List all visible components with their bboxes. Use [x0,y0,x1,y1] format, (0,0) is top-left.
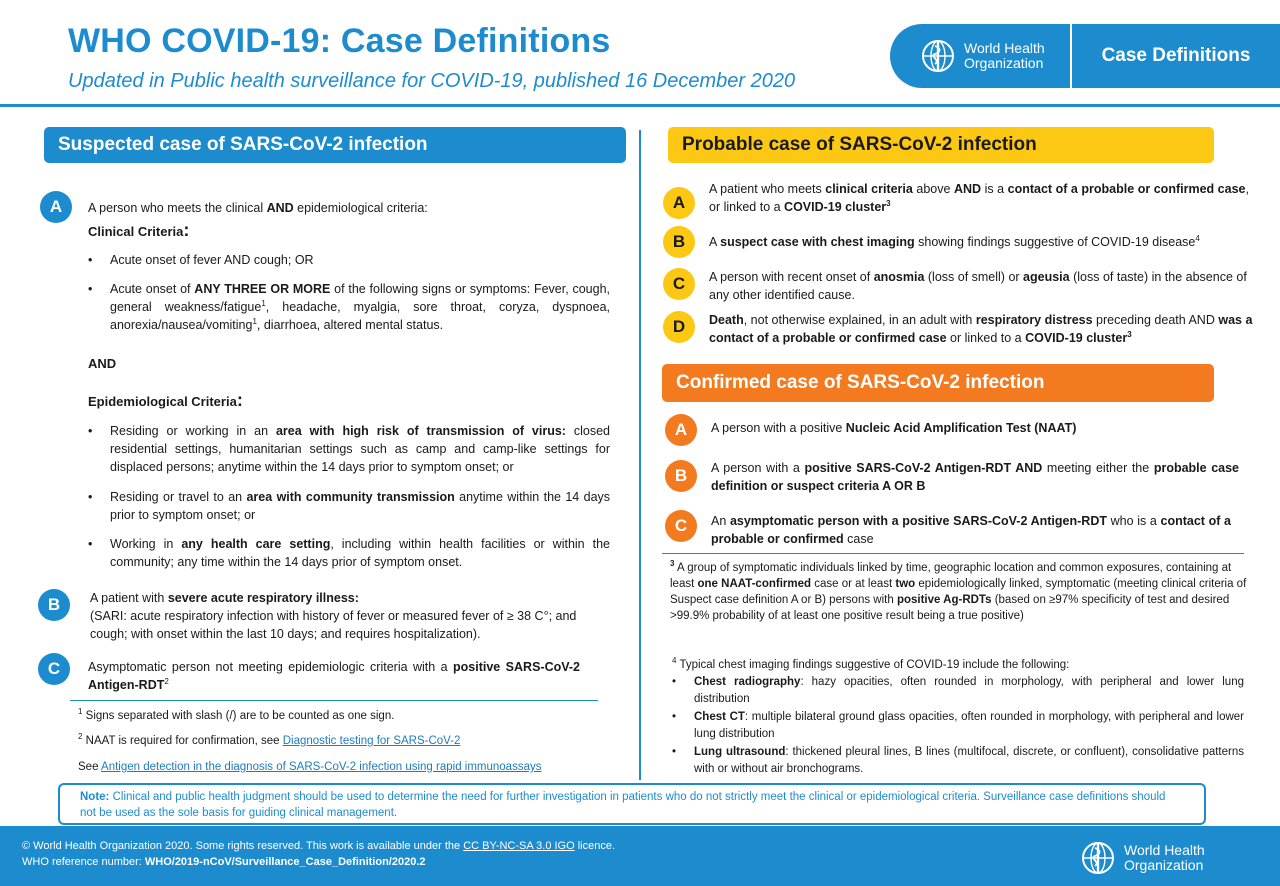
confirmed-c-marker: C [665,510,697,542]
header-badge [890,24,1280,88]
page-header [0,0,1280,108]
confirmed-c-text: An asymptomatic person with a positive SARS-CoV-2 Antigen-RDT who is a contact of a probable or confirmed case [711,514,1231,546]
suspected-c-text: Asymptomatic person not meeting epidemiologic criteria with a positive SARS-CoV-2 Antigen-RDT$^2$ [88,660,580,692]
probable-a-text: A patient who meets clinical criteria above AND is a contact of a probable or confirmed case, or linked to a COVID-19 cluster$^3$ [709,182,1249,214]
footnote-4-intro: $^4$ Typical chest imaging findings suggestive of COVID-19 include the following: [672,656,1070,671]
antigen-detection-link[interactable]: Antigen detection in the diagnosis of SARS-CoV-2 infection using rapid immunoassays [101,761,542,773]
who-emblem-icon [918,36,958,76]
reference-line: WHO reference number: WHO/2019-nCoV/Surveillance_Case_Definition/2020.2 [22,856,426,868]
and-connector: AND [88,356,117,371]
suspected-section-title: Suspected case of SARS-CoV-2 infection [44,127,626,163]
imaging-finding-item: • Lung ultrasound: thickened pleural lines, B lines (multifocal, discrete, or confluent), consolidative patterns with or without air bronchograms. [670,744,1244,778]
probable-d-text: Death, not otherwise explained, in an adult with respiratory distress preceding death AND was a contact of a probable or confirmed case or linked to a COVID-19 cluster$^3$ [709,313,1253,345]
footer-logo-text: World Health Organization [1124,842,1205,873]
badge-label: Case Definitions [1101,45,1251,66]
who-logo-text: World Health Organization [964,40,1045,71]
footnote-2: $^2$ NAAT is required for confirmation, see Diagnostic testing for SARS-CoV-2 [78,732,461,747]
right-footnote-divider [662,553,1244,554]
imaging-finding-item: • Chest radiography: hazy opacities, often rounded in morphology, with peripheral and lower lung distribution [670,674,1244,708]
page-subtitle: Updated in Public health surveillance for COVID-19, published 16 December 2020 [68,70,796,92]
who-emblem-icon [1078,838,1118,878]
probable-section-title: Probable case of SARS-CoV-2 infection [668,127,1214,163]
license-link[interactable]: CC BY-NC-SA 3.0 IGO [463,840,575,852]
diagnostic-testing-link[interactable]: Diagnostic testing for SARS-CoV-2 [282,735,461,747]
probable-c-text: A person with recent onset of anosmia (loss of smell) or ageusia (loss of taste) in the absence of any other identified cause. [709,270,1247,302]
suspected-b-marker: B [38,589,70,621]
probable-b-marker: B [663,226,695,258]
header-divider [0,104,1280,107]
confirmed-b-marker: B [665,460,697,492]
column-divider [639,130,641,780]
epidemiological-criteria-heading: Epidemiological Criteria: [88,390,243,410]
copyright-line: © World Health Organization 2020. Some rights reserved. This work is available under the CC BY-NC-SA 3.0 IGO licence. [22,840,616,852]
footnote-divider [70,700,598,701]
footnote-3-cluster: $^3$ A group of symptomatic individuals linked by time, geographic location and common exposures, containing at least one NAAT-confirmed case or at least two epidemiologically linked, symptomatic (meeting clinical criteria of Suspect case definition A or B) persons with positive Ag-RDTs (based on ≥97% specificity of test and desired >99.9% probability of at least one positive result being a true positive) [670,559,1247,622]
confirmed-a-marker: A [665,414,697,446]
note-box: Note: Clinical and public health judgment should be used to determine the need for further investigation in patients who do not strictly meet the clinical or epidemiological criteria. Surveillance case definitions should not be used as the sole basis for guiding clinical management. [58,783,1206,825]
who-logo [890,36,1070,76]
probable-a-marker: A [663,187,695,219]
confirmed-section-title: Confirmed case of SARS-CoV-2 infection [662,364,1214,402]
confirmed-a-text: A person with a positive Nucleic Acid Amplification Test (NAAT) [711,421,1077,435]
epidemiological-criteria-item: • Residing or working in an area with high risk of transmission of virus: closed residential settings, humanitarian settings such as camp and camp-like settings for displaced persons; anytime within the 14 days prior to symptom onset; or [86,422,610,476]
page-title: WHO COVID-19: Case Definitions [68,22,611,60]
probable-b-text: A suspect case with chest imaging showing findings suggestive of COVID-19 disease$^4$ [709,233,1200,249]
footnote-see: See Antigen detection in the diagnosis of SARS-CoV-2 infection using rapid immunoassays [78,761,542,773]
page-footer [0,826,1280,886]
confirmed-b-text: A person with a positive SARS-CoV-2 Antigen-RDT AND meeting either the probable case definition or suspect criteria A OR B [711,461,1239,493]
imaging-finding-item: • Chest CT: multiple bilateral ground glass opacities, often rounded in morphology, with peripheral and lower lung distribution [670,709,1244,743]
probable-d-marker: D [663,311,695,343]
epidemiological-criteria-item: • Working in any health care setting, including within health facilities or within the community; any time within the 14 days prior of symptom onset. [86,535,610,571]
epidemiological-criteria-item: • Residing or travel to an area with community transmission anytime within the 14 days prior to symptom onset; or [86,488,610,524]
footer-who-logo [1078,838,1205,878]
footnote-1: $^1$ Signs separated with slash (/) are to be counted as one sign. [78,707,395,722]
clinical-criteria-item: • Acute onset of ANY THREE OR MORE of the following signs or symptoms: Fever, cough, general weakness/fatigue$^1$, headache, myalgia, sore throat, coryza, dyspnoea, anorexia/nausea/vomiting$^1$, diarrhoea, altered mental status. [86,280,610,334]
clinical-criteria-item: • Acute onset of fever AND cough; OR [86,251,610,269]
clinical-criteria-heading: Clinical Criteria: [88,220,190,240]
probable-c-marker: C [663,268,695,300]
suspected-a-marker: A [40,191,72,223]
suspected-a-text: A person who meets the clinical AND epidemiological criteria: [88,201,428,215]
suspected-b-text: A patient with severe acute respiratory illness: (SARI: acute respiratory infection with history of fever or measured fever of ≥ 38 C°; and cough; with onset within the last 10 days; and requires hospitalization). [90,591,577,641]
suspected-c-marker: C [38,653,70,685]
